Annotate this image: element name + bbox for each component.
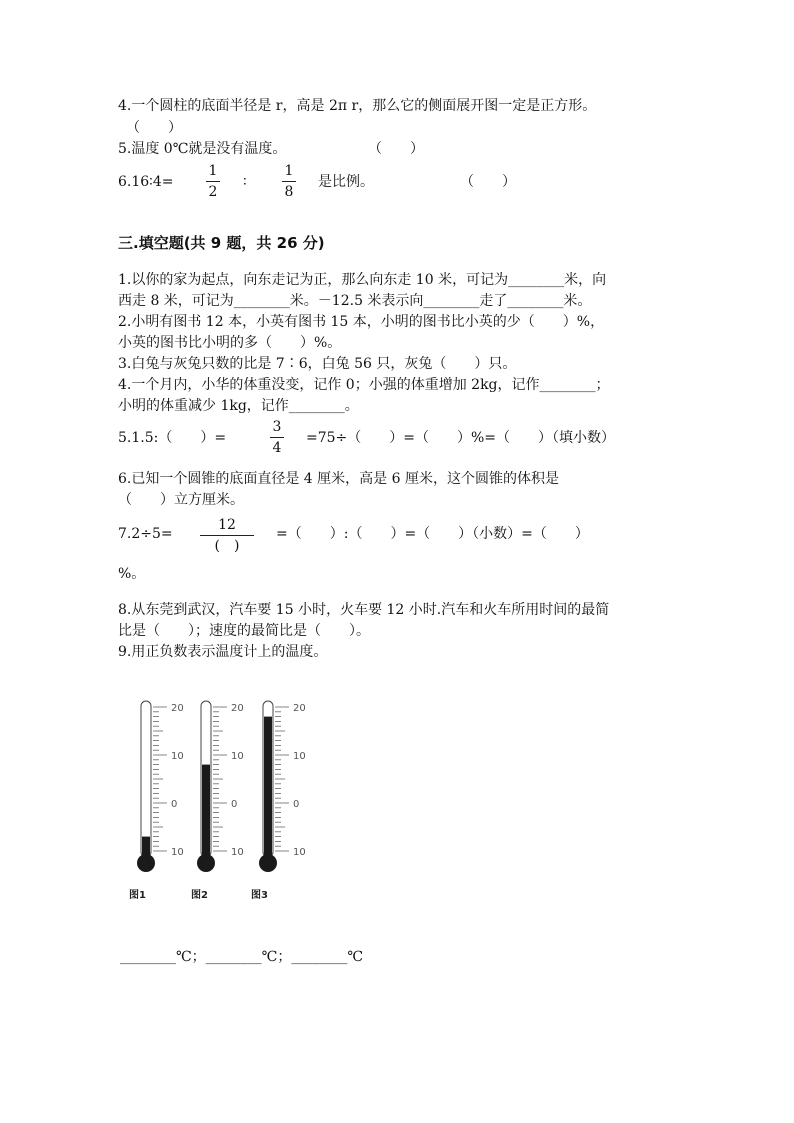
- fill-q9: 9.用正负数表示温度计上的温度。: [118, 644, 328, 660]
- judge-q6-fraction-1: [206, 162, 220, 201]
- fraction-numerator: 12: [218, 517, 236, 533]
- figure-label: 图2: [191, 890, 208, 901]
- fill-q3: 3.白兔与灰兔只数的比是 7∶6，白兔 56 只，灰兔（ ）只。: [118, 356, 517, 372]
- fraction-denominator: 8: [284, 184, 294, 200]
- scale-label: 20: [231, 703, 244, 714]
- scale-label: 0: [293, 799, 300, 810]
- fill-q8-line1: 8.从东莞到武汉，汽车要 15 小时，火车要 12 小时.汽车和火车所用时间的最简: [118, 602, 610, 618]
- judge-q4-paren[interactable]: （ ）: [126, 120, 182, 136]
- thermometer-bulb: [137, 854, 155, 872]
- fraction-bar: [206, 181, 220, 182]
- thermometers-svg: [120, 695, 340, 910]
- fraction-bar: [282, 181, 296, 182]
- fill-q6-line1: 6.已知一个圆锥的底面直径是 4 厘米，高是 6 厘米，这个圆锥的体积是: [118, 471, 559, 487]
- fill-q5-suffix: =75÷（ ）=（ ）%=（ ）（填小数）: [306, 430, 616, 446]
- mercury-column: [264, 717, 272, 859]
- fraction-denominator: 4: [272, 440, 282, 456]
- fill-q6-line2: （ ）立方厘米。: [118, 492, 244, 508]
- section-title: 三.填空题(共 9 题，共 26 分): [118, 234, 325, 252]
- judge-q6-suffix: 是比例。: [318, 174, 374, 190]
- scale-label: 10: [171, 751, 184, 762]
- scale-label: 10: [231, 751, 244, 762]
- judge-q5: 5.温度 0℃就是没有温度。: [118, 141, 287, 157]
- figure-label: 图3: [251, 890, 268, 901]
- fraction-numerator: 1: [284, 163, 294, 179]
- fill-q7-line2: %。: [118, 566, 146, 582]
- scale-label: 0: [231, 799, 238, 810]
- fill-q2-line2: 小英的图书比小明的多（ ）%。: [118, 335, 342, 351]
- fraction-denominator: ( ): [214, 538, 240, 554]
- thermometer-tube: [141, 701, 151, 857]
- fill-q1-line1: 1.以你的家为起点，向东走记为正，那么向东走 10 米，可记为________米，向: [118, 272, 607, 288]
- thermometer-bulb: [197, 854, 215, 872]
- fill-q4-line1: 4.一个月内，小华的体重没变，记作 0；小强的体重增加 2kg，记作________；: [118, 377, 610, 393]
- fill-q7-fraction: [200, 516, 254, 555]
- judge-q6-prefix: 6.16∶4=: [118, 174, 174, 190]
- fraction-bar: [270, 437, 284, 438]
- fill-q7-prefix: 7.2÷5=: [118, 526, 173, 542]
- fill-q4-line2: 小明的体重减少 1kg，记作________。: [118, 398, 359, 414]
- fill-q2-line1: 2.小明有图书 12 本，小英有图书 15 本，小明的图书比小英的少（ ）%，: [118, 314, 605, 330]
- fill-q5-prefix: 5.1.5:（ ）=: [118, 430, 227, 446]
- mercury-column: [202, 765, 210, 859]
- judge-q5-paren[interactable]: （ ）: [368, 141, 424, 157]
- figure-label: 图1: [129, 890, 146, 901]
- fill-q8-line2: 比是（ ）；速度的最简比是（ ）。: [118, 623, 370, 639]
- answer-line[interactable]: ________℃；________℃；________℃: [120, 949, 363, 965]
- fill-q7-suffix: =（ ）:（ ）=（ ）（小数）=（ ）: [276, 526, 589, 542]
- scale-label: 0: [171, 799, 178, 810]
- scale-label: 10: [171, 847, 184, 858]
- fraction-bar: [200, 535, 254, 536]
- fraction-numerator: 3: [272, 419, 282, 435]
- fill-q1-line2: 西走 8 米，可记为________米。－12.5 米表示向________走了________米。: [118, 293, 592, 309]
- fraction-denominator: 2: [208, 184, 218, 200]
- scale-label: 20: [171, 703, 184, 714]
- judge-q6-fraction-2: [282, 162, 296, 201]
- judge-q6-paren[interactable]: （ ）: [460, 174, 516, 190]
- thermometer-bulb: [259, 854, 277, 872]
- fill-q5-fraction: [270, 418, 284, 457]
- fraction-numerator: 1: [208, 163, 218, 179]
- scale-label: 10: [293, 751, 306, 762]
- scale-label: 20: [293, 703, 306, 714]
- scale-label: 10: [231, 847, 244, 858]
- scale-label: 10: [293, 847, 306, 858]
- thermometer-figure: [120, 695, 340, 910]
- judge-q4-line1: 4.一个圆柱的底面半径是 r，高是 2π r，那么它的侧面展开图一定是正方形。: [118, 98, 597, 114]
- judge-q6-colon: ∶: [243, 174, 247, 190]
